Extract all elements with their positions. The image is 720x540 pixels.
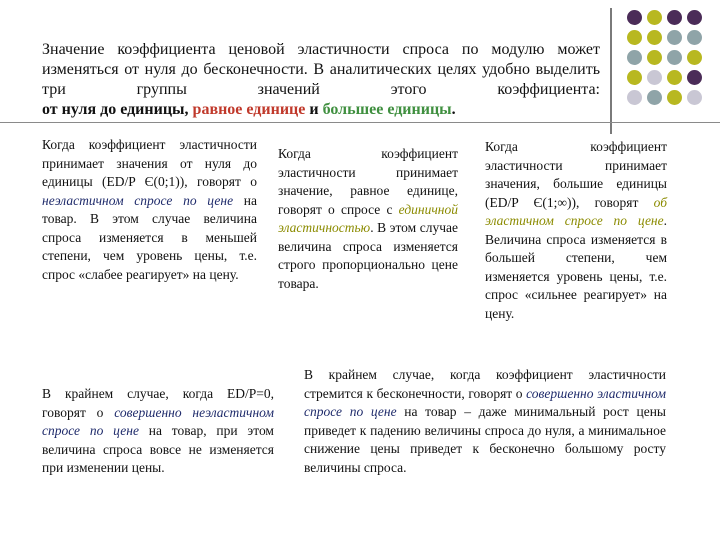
dot [687,30,702,45]
box-perfectly-inelastic [42,385,274,478]
range-greater-one: большее единицы [322,101,452,118]
column-unit-elastic [278,145,458,293]
title-line: Значение коэффициента ценовой эластичности спроса по модулю [42,41,545,58]
box-perfectly-elastic [304,366,666,477]
column-elastic [485,138,667,323]
term-inelastic: неэластичном спросе по цене [42,192,234,208]
dot [627,90,642,105]
title-line: целях удобно выделить три группы значений этого коэффициента: [42,61,600,98]
dot [627,10,642,25]
col3-text-a: Когда коэффициент эластичности принимает значения, большие единицы (ЕD/P Є(1;∞)), говорят [485,139,667,210]
range-zero-to-one: от нуля до единицы, [42,101,193,118]
term-perfectly-elastic: совершенно эластичном спросе по цене [304,385,667,419]
dot [647,30,662,45]
box-left-text-b: на товар, при этом величина спроса вовсе не изменяется при изменении цены. [42,423,274,475]
dot [667,70,682,85]
col2-text-a: Когда коэффициент эластичности принимает значение, равное единице, говорят о спросе с [278,146,458,217]
range-equal-one: равное единице [192,101,306,118]
dot [627,50,642,65]
dot [687,10,702,25]
col1-text-a: Когда коэффициент эластичности принимает значения от нуля до единицы (ЕD/P Є(0;1)), говорят о [42,137,257,189]
title-and: и [305,101,323,118]
column-inelastic [42,136,257,284]
title-line: может изменяться от нуля до бесконечности. В аналитических [42,41,601,78]
dot [667,50,682,65]
dot [647,10,662,25]
col2-text-b: . В этом случае величина спроса изменяется строго пропорционально цене товара. [278,220,458,291]
dot [647,90,662,105]
title-last-line [42,100,600,120]
dot [667,90,682,105]
box-right-text-b: на товар – даже минимальный рост цены приведет к падению величины спроса до нуля, а минимальное снижение цены приведет к бесконечно большому росту величины спроса. [304,404,666,475]
dot [687,50,702,65]
dot [647,50,662,65]
box-left-text-a: В крайнем случае, когда ЕD/P=0, говорят о [42,386,274,420]
dot [627,30,642,45]
box-right-text-a: В крайнем случае, когда коэффициент эластичности стремится к бесконечности, говорят о [304,367,666,401]
title-period: . [451,101,456,118]
dot [627,70,642,85]
dot [687,70,702,85]
dot [667,30,682,45]
divider-horizontal [0,122,720,123]
slide-title [42,40,600,120]
dot [667,10,682,25]
col3-text-b: . Величина спроса изменяется в большей степени, чем изменяется уровень цены, т.е. спрос «сильнее реагирует» на цену. [485,213,667,321]
dot [647,70,662,85]
term-elastic: об эластичном спросе по цене [485,194,667,228]
term-unit-elastic: единичной эластичностью [278,201,458,235]
divider-vertical [610,8,612,134]
dot [687,90,702,105]
term-perfectly-inelastic: совершенно неэластичном спросе по цене [42,404,274,438]
col1-text-b: на товар. В этом случае величина спроса изменяется в меньшей степени, чем уровень цены, т.е. спрос «слабее реагирует» на цену. [42,192,257,282]
